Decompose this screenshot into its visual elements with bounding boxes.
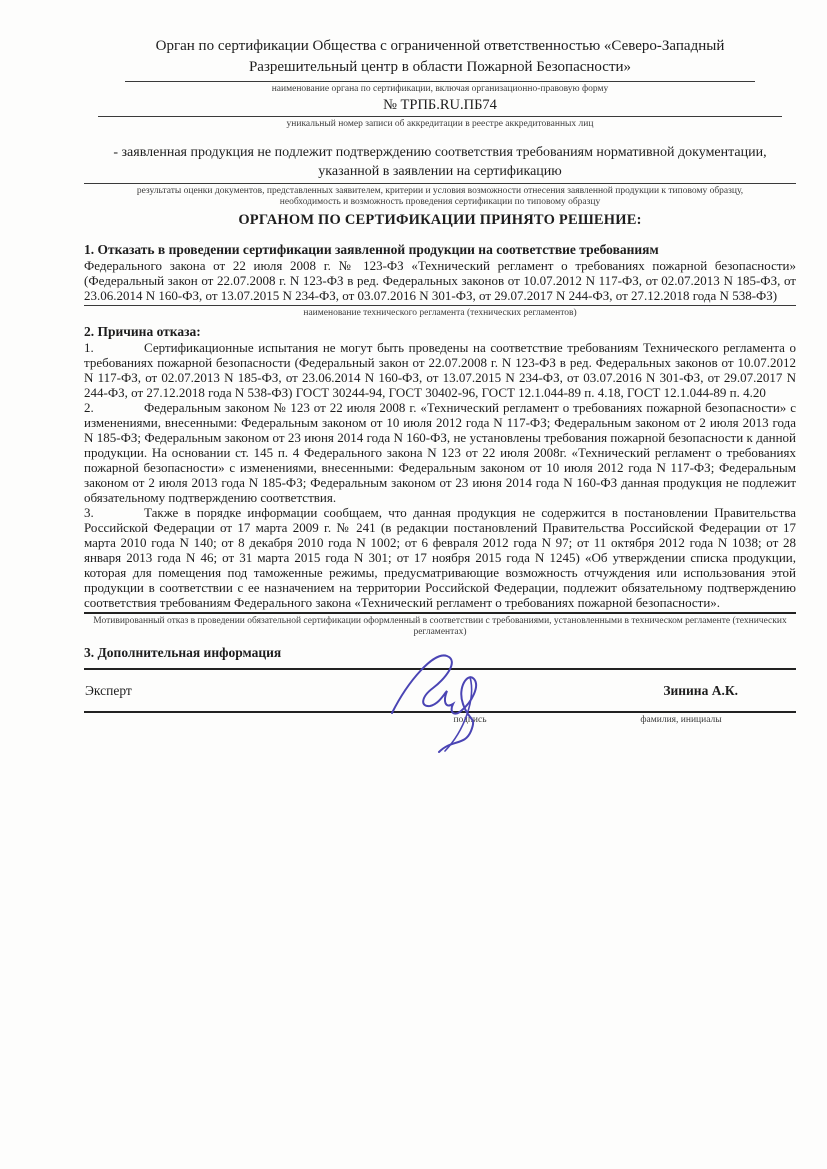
section-2 — [84, 324, 796, 638]
header — [84, 36, 796, 130]
statement-caption: результаты оценки документов, представленных заявителем, критерии и условия возможности отнесения заявленной продукции к типовому образцу, необходимость и возможность проведения сертификации по типовому образцу — [136, 186, 744, 207]
org-name-caption: наименование органа по сертификации, включая организационно-правовую форму — [271, 84, 609, 94]
refusal-reason-paragraph — [84, 400, 796, 505]
document-content — [84, 36, 796, 748]
header-divider-1 — [125, 81, 755, 82]
signature-block — [84, 668, 796, 748]
accreditation-number: № ТРПБ.RU.ПБ74 — [383, 97, 497, 113]
paragraph-text: Федеральным законом № 123 от 22 июля 2008 г. «Технический регламент о требованиях пожарной безопасности» с изменениями, внесенными: Федеральным законом от 10 июля 2012 года N 117-ФЗ; Федеральным законом от 2 июля 2013 года N 185-ФЗ; Федеральным законом от 23 июня 2014 года N 160-ФЗ, не установлены требования пожарной безопасности к данной продукции. На основании ст. 145 п. 4 Федерального закона N 123 от 22 июля 2008г. «Технический регламент о требованиях пожарной безопасности» с изменениями, внесенными: Федеральным законом от 10 июля 2012 года N 117-ФЗ; Федеральным законом от 2 июля 2013 года N 185-ФЗ; Федеральным законом от 23 июня 2014 года N 160-ФЗ данная продукция не подлежит обязательному подтверждению соответствия. — [84, 400, 796, 505]
statement-block — [84, 143, 796, 208]
section-1-heading: 1. Отказать в проведении сертификации заявленной продукции на соответствие требованиям — [84, 242, 659, 257]
paragraph-number: 3. — [84, 505, 94, 520]
refusal-reason-paragraph — [84, 340, 796, 400]
header-divider-2 — [98, 116, 782, 117]
refusal-reason-paragraph — [84, 505, 796, 610]
certification-body-title: Орган по сертификации Общества с ограниченной ответственностью «Северо-Западный Разрешительный центр в области Пожарной Безопасности» — [155, 38, 725, 75]
refusal-caption: Мотивированный отказ в проведении обязательной сертификации оформленный в соответствии с требованиями, установленными в техническом регламенте (технических регламентах) — [93, 616, 787, 637]
expert-role-label: Эксперт — [85, 683, 132, 698]
paragraph-text: Также в порядке информации сообщаем, что данная продукция не содержится в постановлении Правительства Российской Федерации от 17 марта 2009 г. № 241 (в редакции постановлений Правительства Российской Федерации от 17 марта 2010 года N 140; от 8 декабря 2010 года N 1002; от 6 февраля 2012 года N 97; от 11 октября 2012 года N 1038; от 28 января 2013 года N 46; от 31 марта 2015 года N 301; от 17 ноября 2015 года N 1245) «Об утверждении списка продукции, которая для помещения под таможенные режимы, предусматривающие возможность отчуждения или использования этой продукции в соответствии с ее назначением на территории Российской Федерации, подлежит обязательному подтверждению соответствия требованиям Федерального закона «Технический регламент о требованиях пожарной безопасности». — [84, 505, 796, 610]
section-3-heading: 3. Дополнительная информация — [84, 645, 282, 660]
regulation-name-caption: наименование технического регламента (технических регламентов) — [303, 308, 577, 318]
paragraph-number: 1. — [84, 340, 94, 355]
decision-heading: ОРГАНОМ ПО СЕРТИФИКАЦИИ ПРИНЯТО РЕШЕНИЕ: — [238, 212, 642, 228]
surname-initials-caption: фамилия, инициалы — [640, 715, 722, 725]
section-1 — [84, 242, 796, 319]
handwritten-signature-ink — [382, 647, 514, 753]
paragraph-text: Сертификационные испытания не могут быть проведены на соответствие требованиям Технического регламента о требованиях пожарной безопасности (Федеральный закон от 22.07.2008 г. N 123-ФЗ в ред. Федеральных законов от 10.07.2012 N 117-ФЗ, от 02.07.2013 N 185-ФЗ, от 23.06.2014 N 160-ФЗ, от 13.07.2015 N 234-ФЗ, от 03.07.2016 N 301-ФЗ, от 29.07.2017 N 244-ФЗ, от 27.12.2018 года N 538-ФЗ) ГОСТ 30244-94, ГОСТ 30402-96, ГОСТ 12.1.044-89 п. 4.18, ГОСТ 12.1.044-89 п. 4.20 — [84, 340, 796, 400]
section-1-body: Федерального закона от 22 июля 2008 г. № 123-ФЗ «Технический регламент о требованиях пожарной безопасности» (Федеральный закон от 22.07.2008 г. N 123-ФЗ в ред. Федеральных законов от 10.07.2012 N 117-ФЗ, от 02.07.2013 N 185-ФЗ, от 23.06.2014 N 160-ФЗ, от 13.07.2015 N 234-ФЗ, от 03.07.2016 N 301-ФЗ, от 29.07.2017 N 244-ФЗ, от 27.12.2018 года N 538-ФЗ) — [84, 258, 796, 303]
section-1-divider — [84, 305, 796, 306]
signature-caption: подпись — [453, 715, 487, 725]
refusal-divider — [84, 612, 796, 614]
paragraph-number: 2. — [84, 400, 94, 415]
section-2-heading: 2. Причина отказа: — [84, 324, 201, 339]
expert-name: Зинина А.К. — [663, 683, 738, 698]
accreditation-caption: уникальный номер записи об аккредитации в реестре аккредитованных лиц — [286, 119, 594, 129]
statement-divider — [84, 183, 796, 184]
statement-text: - заявленная продукция не подлежит подтверждению соответствия требованиям нормативной документации, указанной в заявлении на сертификацию — [113, 145, 767, 179]
